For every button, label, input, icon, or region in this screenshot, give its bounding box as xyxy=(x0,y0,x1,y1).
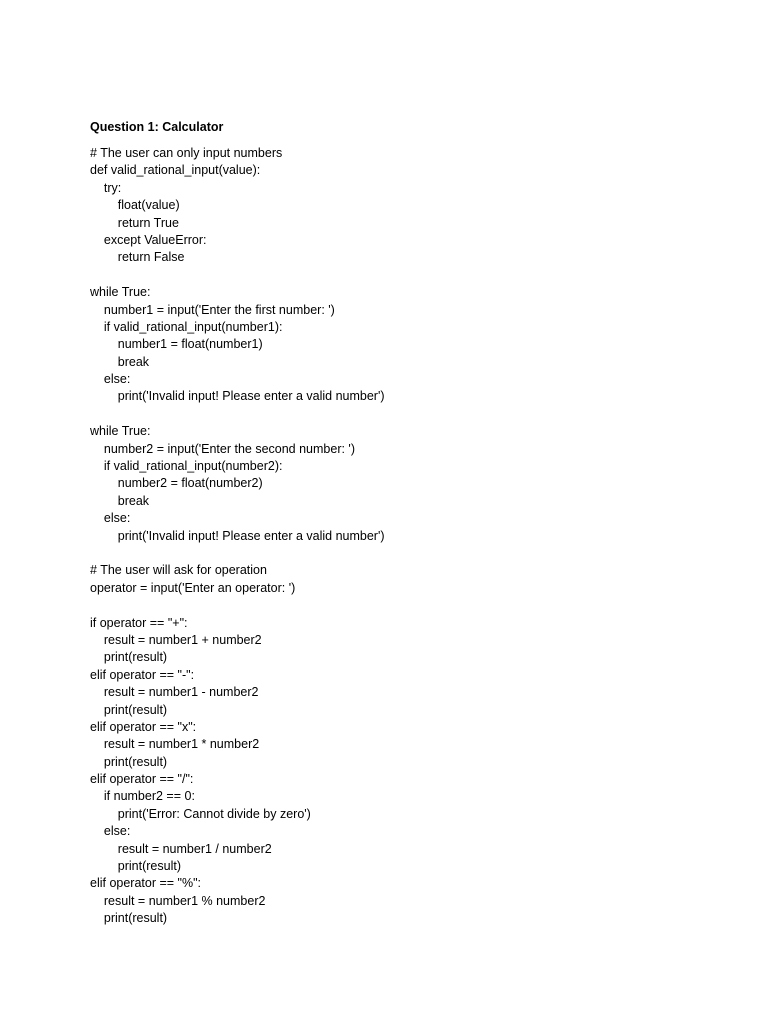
code-line xyxy=(90,597,385,614)
question-title: Question 1: Calculator xyxy=(90,120,224,134)
code-line: print('Invalid input! Please enter a valid number') xyxy=(90,389,385,404)
code-line: number1 = input('Enter the first number: ') xyxy=(90,302,335,317)
code-line: try: xyxy=(90,180,122,195)
code-line: float(value) xyxy=(90,198,180,213)
code-line: elif operator == "x": xyxy=(90,719,197,734)
code-line: while True: xyxy=(90,285,151,300)
code-line: elif operator == "%": xyxy=(90,876,202,891)
code-line: result = number1 * number2 xyxy=(90,737,260,752)
code-line: result = number1 % number2 xyxy=(90,893,266,908)
code-line: if valid_rational_input(number1): xyxy=(90,319,283,334)
code-line: else: xyxy=(90,372,131,387)
code-line: print('Error: Cannot divide by zero') xyxy=(90,806,311,821)
code-line: while True: xyxy=(90,424,151,439)
code-line: # The user can only input numbers xyxy=(90,146,283,160)
code-line: operator = input('Enter an operator: ') xyxy=(90,580,296,595)
code-line: else: xyxy=(90,511,131,526)
code-line: print('Invalid input! Please enter a valid number') xyxy=(90,528,385,543)
code-line: break xyxy=(90,354,150,369)
code-line: print(result) xyxy=(90,911,168,926)
code-line: except ValueError: xyxy=(90,232,207,247)
code-line: print(result) xyxy=(90,702,168,717)
code-line: result = number1 / number2 xyxy=(90,841,272,856)
code-line: elif operator == "/": xyxy=(90,772,194,787)
code-block xyxy=(90,145,385,928)
code-line: break xyxy=(90,493,150,508)
code-line: number2 = float(number2) xyxy=(90,476,263,491)
code-line: print(result) xyxy=(90,650,168,665)
code-line: print(result) xyxy=(90,754,168,769)
code-line: else: xyxy=(90,824,131,839)
code-line xyxy=(90,406,385,423)
code-line: return False xyxy=(90,250,185,265)
code-line: if operator == "+": xyxy=(90,615,188,630)
code-line: elif operator == "-": xyxy=(90,667,195,682)
code-line: return True xyxy=(90,215,179,230)
code-line xyxy=(90,545,385,562)
code-line: if number2 == 0: xyxy=(90,789,195,804)
code-line: number1 = float(number1) xyxy=(90,337,263,352)
code-line: # The user will ask for operation xyxy=(90,563,267,578)
code-line: number2 = input('Enter the second number: ') xyxy=(90,441,355,456)
code-line: result = number1 + number2 xyxy=(90,632,262,647)
code-line: def valid_rational_input(value): xyxy=(90,163,261,178)
code-line: print(result) xyxy=(90,859,181,874)
code-line: if valid_rational_input(number2): xyxy=(90,459,283,474)
code-line xyxy=(90,267,385,284)
code-line: result = number1 - number2 xyxy=(90,685,259,700)
